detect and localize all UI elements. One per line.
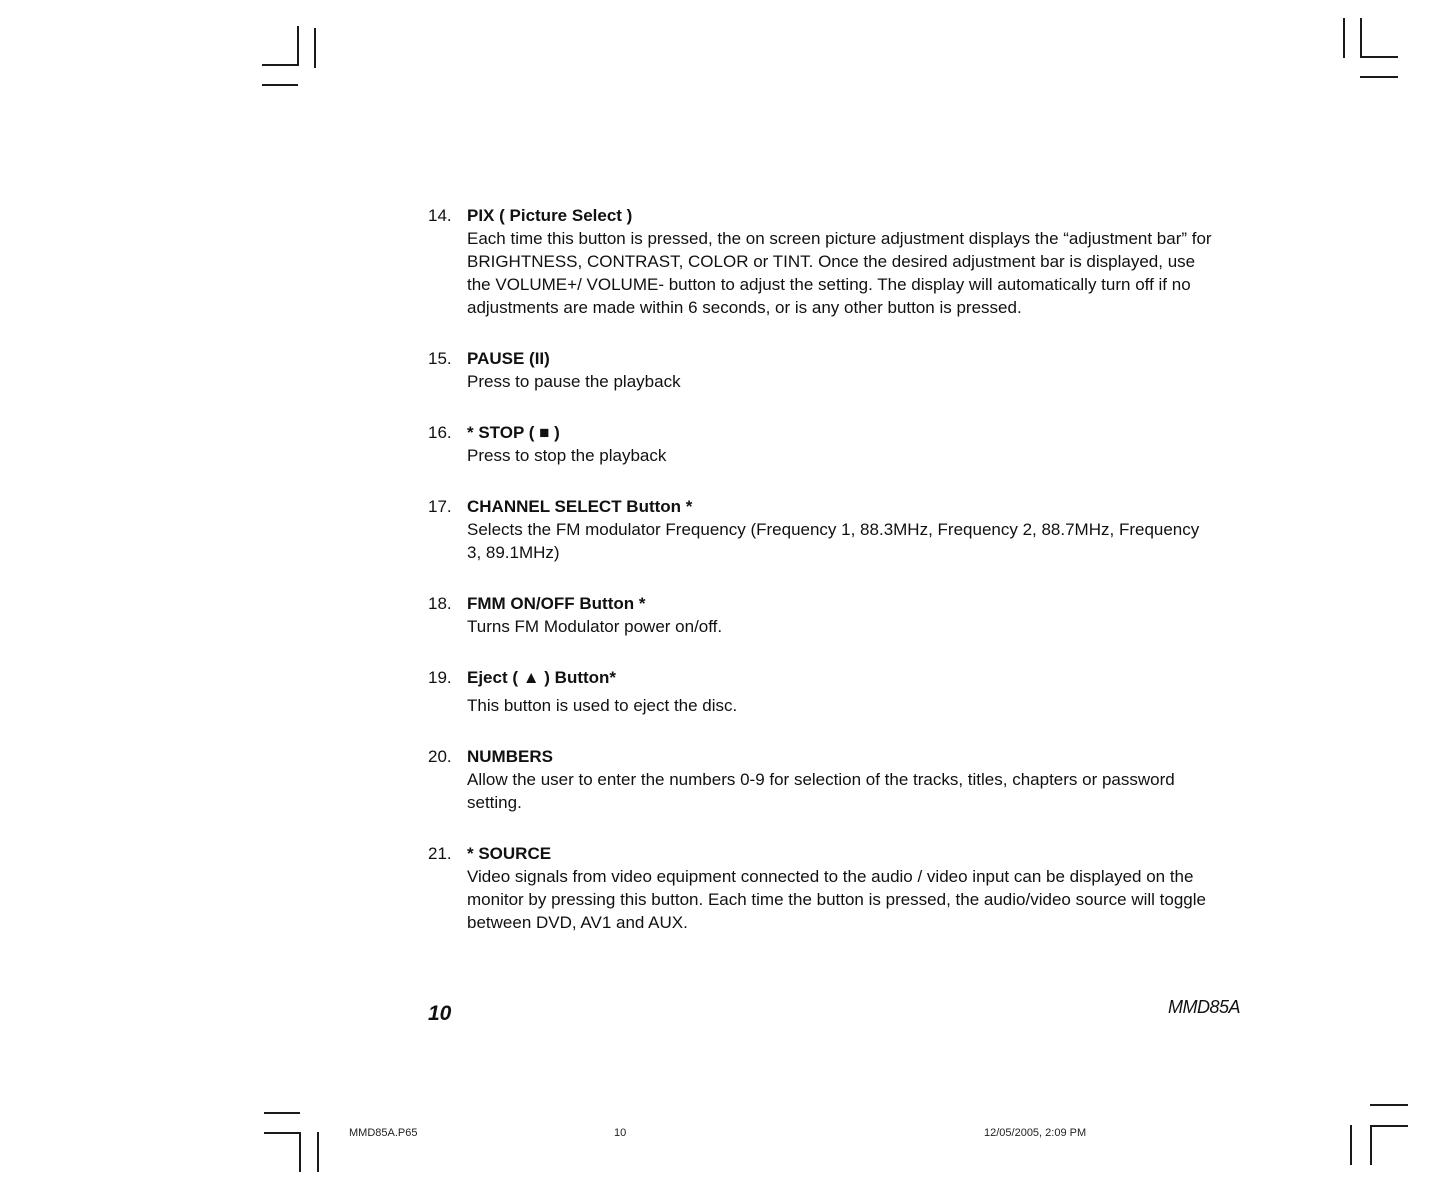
manual-item-stop bbox=[428, 421, 1218, 467]
crop-mark bbox=[262, 64, 298, 66]
item-title: Eject ( ▲ ) Button* bbox=[467, 668, 617, 687]
item-description: Video signals from video equipment connected to the audio / video input can be displayed on the monitor by pressing this button. Each time the button is pressed, the audio/video source will toggle between DVD, AV1 and AUX. bbox=[467, 867, 1206, 932]
crop-mark bbox=[1370, 1125, 1372, 1165]
item-title: * SOURCE bbox=[467, 844, 552, 863]
item-description: Turns FM Modulator power on/off. bbox=[467, 617, 723, 636]
item-description: This button is used to eject the disc. bbox=[467, 696, 738, 715]
manual-item-pix bbox=[428, 204, 1218, 319]
item-description: Selects the FM modulator Frequency (Frequency 1, 88.3MHz, Frequency 2, 88.7MHz, Frequency 3, 89.1MHz) bbox=[467, 520, 1200, 562]
crop-mark bbox=[1343, 18, 1345, 58]
page-number: 10 bbox=[428, 1002, 452, 1025]
crop-mark bbox=[1350, 1125, 1352, 1165]
crop-mark bbox=[1360, 18, 1362, 58]
item-description: Each time this button is pressed, the on screen picture adjustment displays the “adjustment bar” for BRIGHTNESS, CONTRAST, COLOR or TINT. Once the desired adjustment bar is displayed, use the VOLUME+/ VOLUME- button to adjust the setting. The display will automatically turn off if no adjustments are made within 6 seconds, or is any other button is pressed. bbox=[467, 229, 1212, 317]
crop-mark bbox=[1370, 1104, 1408, 1106]
manual-item-pause bbox=[428, 347, 1218, 393]
manual-item-numbers bbox=[428, 745, 1218, 814]
item-number: 21. bbox=[428, 844, 452, 863]
item-number: 14. bbox=[428, 206, 452, 225]
item-number: 19. bbox=[428, 668, 452, 687]
manual-item-source bbox=[428, 842, 1218, 934]
model-name: MMD85A bbox=[1167, 997, 1240, 1017]
item-title: PIX ( Picture Select ) bbox=[467, 206, 633, 225]
footer-page: 10 bbox=[614, 1127, 627, 1139]
item-title: CHANNEL SELECT Button * bbox=[467, 497, 693, 516]
item-number: 15. bbox=[428, 349, 452, 368]
crop-mark bbox=[299, 1132, 301, 1172]
crop-mark bbox=[1360, 76, 1398, 78]
crop-mark bbox=[1370, 1125, 1408, 1127]
manual-item-channel-select bbox=[428, 495, 1218, 564]
item-title: * STOP ( ■ ) bbox=[467, 423, 560, 442]
crop-mark bbox=[297, 26, 299, 66]
crop-mark bbox=[264, 1132, 300, 1134]
item-number: 18. bbox=[428, 594, 452, 613]
item-description: Press to stop the playback bbox=[467, 446, 667, 465]
item-title: FMM ON/OFF Button * bbox=[467, 594, 646, 613]
item-description: Press to pause the playback bbox=[467, 372, 681, 391]
item-description: Allow the user to enter the numbers 0-9 for selection of the tracks, titles, chapters or password setting. bbox=[467, 770, 1175, 812]
item-title: NUMBERS bbox=[467, 747, 553, 766]
footer-filename: MMD85A.P65 bbox=[349, 1127, 418, 1139]
manual-item-fmm-onoff bbox=[428, 592, 1218, 638]
crop-mark bbox=[262, 84, 298, 86]
item-number: 17. bbox=[428, 497, 452, 516]
footer-datetime: 12/05/2005, 2:09 PM bbox=[984, 1127, 1087, 1139]
item-title: PAUSE (II) bbox=[467, 349, 550, 368]
crop-mark bbox=[317, 1132, 319, 1172]
crop-mark bbox=[264, 1112, 300, 1114]
manual-item-list bbox=[428, 204, 1218, 962]
item-number: 16. bbox=[428, 423, 452, 442]
crop-mark bbox=[314, 28, 316, 68]
crop-mark bbox=[1360, 56, 1398, 58]
manual-item-eject bbox=[428, 666, 1218, 717]
item-number: 20. bbox=[428, 747, 452, 766]
